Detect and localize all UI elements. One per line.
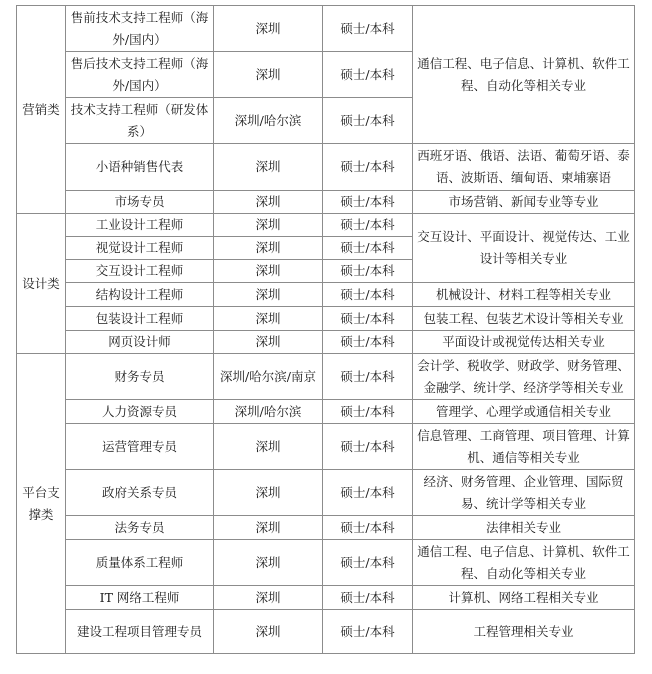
major-cell: 管理学、心理学或通信相关专业	[413, 400, 635, 424]
degree-cell: 硕士/本科	[323, 214, 413, 237]
location-cell: 深圳	[214, 237, 323, 260]
major-cell: 工程管理相关专业	[413, 610, 635, 654]
position-cell: 网页设计师	[66, 331, 214, 354]
major-cell: 通信工程、电子信息、计算机、软件工程、自动化等相关专业	[413, 6, 635, 144]
table-row	[17, 586, 635, 610]
degree-cell: 硕士/本科	[323, 610, 413, 654]
major-cell: 机械设计、材料工程等相关专业	[413, 283, 635, 307]
degree-cell: 硕士/本科	[323, 540, 413, 586]
degree-cell: 硕士/本科	[323, 52, 413, 98]
position-cell: 财务专员	[66, 354, 214, 400]
location-cell: 深圳	[214, 307, 323, 331]
category-cell: 设计类	[17, 214, 66, 354]
location-cell: 深圳	[214, 191, 323, 214]
location-cell: 深圳/哈尔滨	[214, 400, 323, 424]
table-row	[17, 331, 635, 354]
table-row	[17, 540, 635, 586]
major-cell: 交互设计、平面设计、视觉传达、工业设计等相关专业	[413, 214, 635, 283]
degree-cell: 硕士/本科	[323, 516, 413, 540]
table-row	[17, 283, 635, 307]
position-cell: 包装设计工程师	[66, 307, 214, 331]
position-cell: 售前技术支持工程师（海外/国内）	[66, 6, 214, 52]
table-row	[17, 516, 635, 540]
degree-cell: 硕士/本科	[323, 424, 413, 470]
position-cell: 运营管理专员	[66, 424, 214, 470]
location-cell: 深圳	[214, 283, 323, 307]
major-cell: 计算机、网络工程相关专业	[413, 586, 635, 610]
major-cell: 通信工程、电子信息、计算机、软件工程、自动化等相关专业	[413, 540, 635, 586]
position-cell: 小语种销售代表	[66, 144, 214, 191]
degree-cell: 硕士/本科	[323, 400, 413, 424]
location-cell: 深圳	[214, 331, 323, 354]
position-cell: 政府关系专员	[66, 470, 214, 516]
position-cell: 工业设计工程师	[66, 214, 214, 237]
degree-cell: 硕士/本科	[323, 586, 413, 610]
position-cell: 质量体系工程师	[66, 540, 214, 586]
degree-cell: 硕士/本科	[323, 98, 413, 144]
location-cell: 深圳	[214, 516, 323, 540]
position-cell: 法务专员	[66, 516, 214, 540]
major-cell: 包装工程、包装艺术设计等相关专业	[413, 307, 635, 331]
degree-cell: 硕士/本科	[323, 470, 413, 516]
category-cell: 平台支撑类	[17, 354, 66, 654]
major-cell: 法律相关专业	[413, 516, 635, 540]
degree-cell: 硕士/本科	[323, 191, 413, 214]
table-row	[17, 191, 635, 214]
position-cell: 人力资源专员	[66, 400, 214, 424]
table-row	[17, 424, 635, 470]
location-cell: 深圳/哈尔滨	[214, 98, 323, 144]
position-cell: 市场专员	[66, 191, 214, 214]
degree-cell: 硕士/本科	[323, 237, 413, 260]
major-cell: 市场营销、新闻专业等专业	[413, 191, 635, 214]
table-row	[17, 610, 635, 654]
job-table	[16, 5, 635, 654]
location-cell: 深圳	[214, 260, 323, 283]
degree-cell: 硕士/本科	[323, 331, 413, 354]
location-cell: 深圳	[214, 144, 323, 191]
position-cell: IT 网络工程师	[66, 586, 214, 610]
degree-cell: 硕士/本科	[323, 6, 413, 52]
degree-cell: 硕士/本科	[323, 307, 413, 331]
table-row	[17, 144, 635, 191]
category-cell: 营销类	[17, 6, 66, 214]
degree-cell: 硕士/本科	[323, 144, 413, 191]
location-cell: 深圳	[214, 214, 323, 237]
table-row	[17, 400, 635, 424]
position-cell: 技术支持工程师（研发体系）	[66, 98, 214, 144]
location-cell: 深圳	[214, 6, 323, 52]
location-cell: 深圳	[214, 424, 323, 470]
table-row	[17, 6, 635, 52]
major-cell: 平面设计或视觉传达相关专业	[413, 331, 635, 354]
position-cell: 结构设计工程师	[66, 283, 214, 307]
table-row	[17, 307, 635, 331]
location-cell: 深圳	[214, 586, 323, 610]
table-row	[17, 470, 635, 516]
major-cell: 西班牙语、俄语、法语、葡萄牙语、泰语、波斯语、缅甸语、柬埔寨语	[413, 144, 635, 191]
position-cell: 视觉设计工程师	[66, 237, 214, 260]
position-cell: 交互设计工程师	[66, 260, 214, 283]
position-cell: 售后技术支持工程师（海外/国内）	[66, 52, 214, 98]
major-cell: 会计学、税收学、财政学、财务管理、金融学、统计学、经济学等相关专业	[413, 354, 635, 400]
major-cell: 信息管理、工商管理、项目管理、计算机、通信等相关专业	[413, 424, 635, 470]
location-cell: 深圳	[214, 470, 323, 516]
location-cell: 深圳/哈尔滨/南京	[214, 354, 323, 400]
location-cell: 深圳	[214, 610, 323, 654]
degree-cell: 硕士/本科	[323, 283, 413, 307]
location-cell: 深圳	[214, 52, 323, 98]
table-row	[17, 214, 635, 237]
degree-cell: 硕士/本科	[323, 354, 413, 400]
position-cell: 建设工程项目管理专员	[66, 610, 214, 654]
degree-cell: 硕士/本科	[323, 260, 413, 283]
major-cell: 经济、财务管理、企业管理、国际贸易、统计学等相关专业	[413, 470, 635, 516]
location-cell: 深圳	[214, 540, 323, 586]
table-row	[17, 354, 635, 400]
